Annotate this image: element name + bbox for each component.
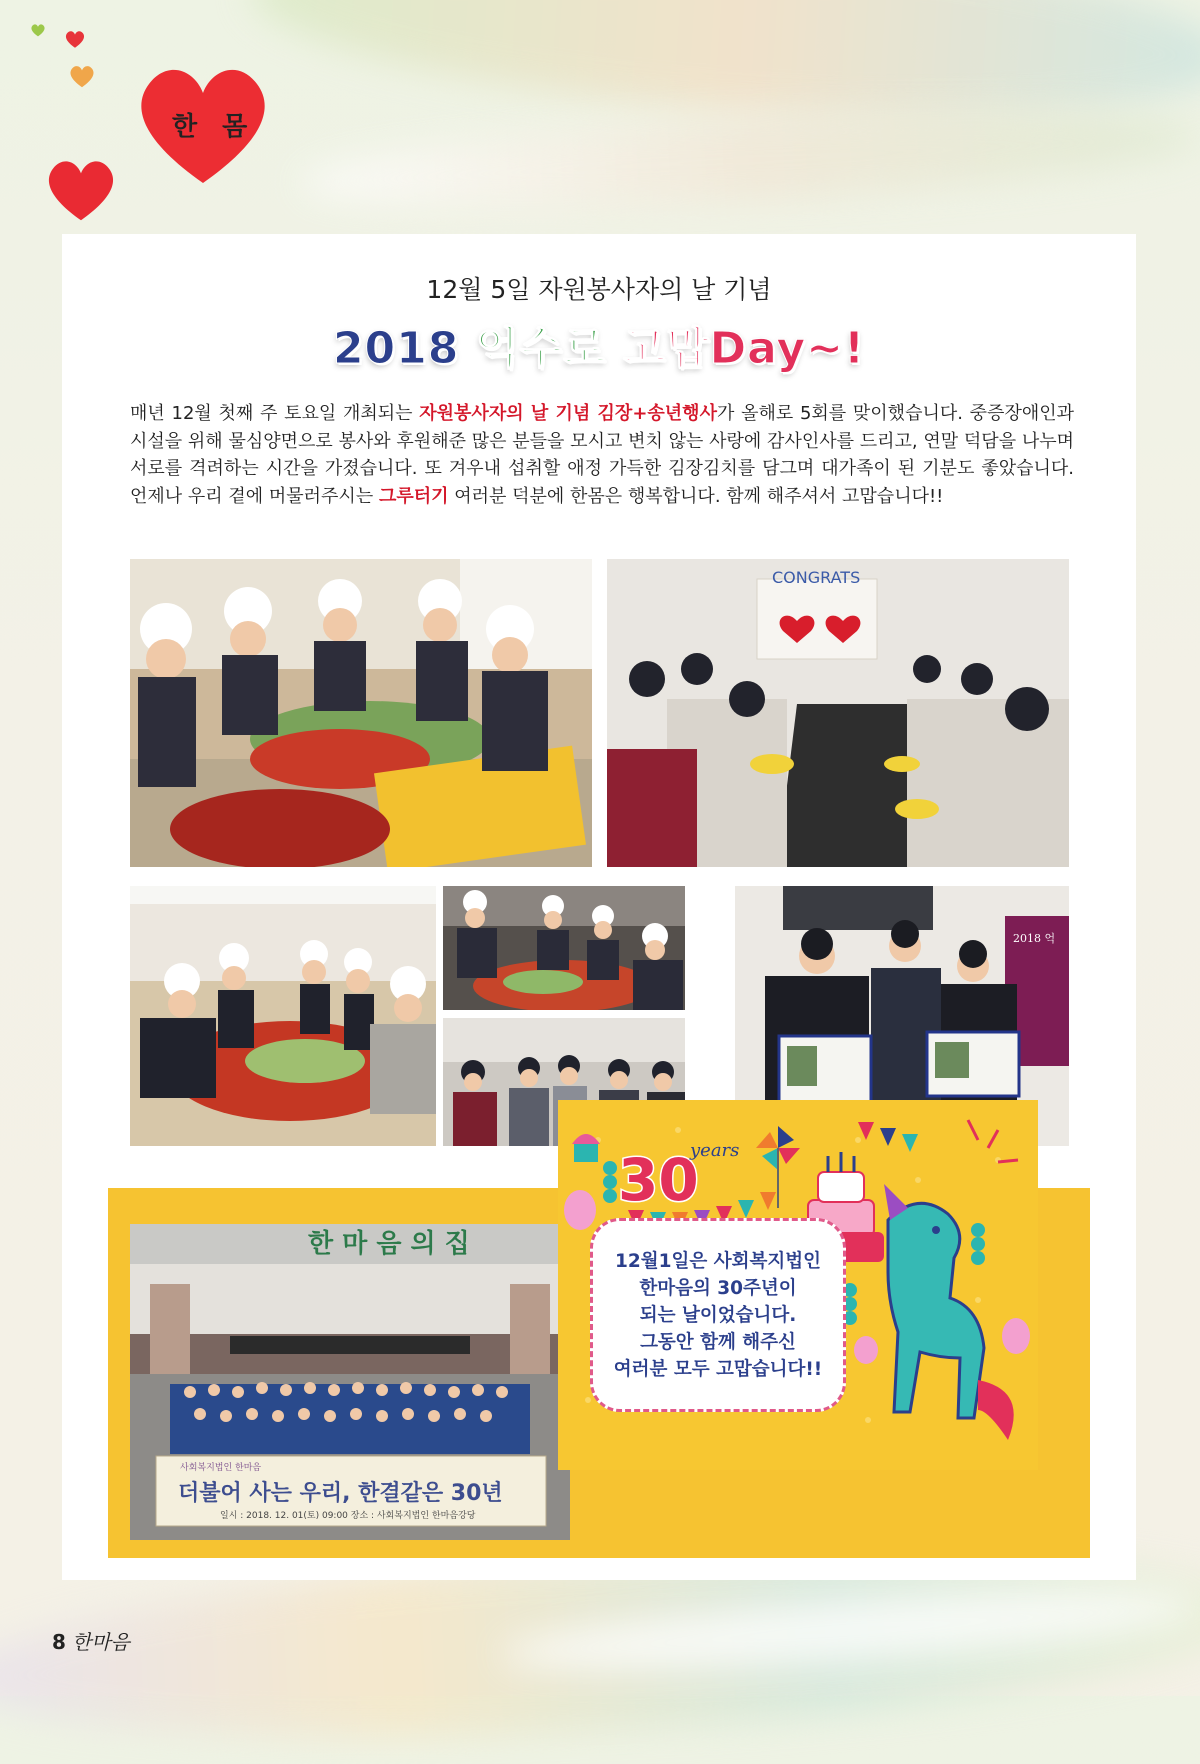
building-sign-text: 한 마 음 의 집 xyxy=(308,1229,470,1259)
group-banner-info: 일시 : 2018. 12. 01(토) 09:00 장소 : 사회복지법인 한마음강당 xyxy=(220,1511,476,1521)
congrats-banner-text: CONGRATS xyxy=(772,568,861,587)
photo-kimchi-making xyxy=(130,559,592,867)
body-text-part: 가 올해로 5회를 맞이했습니다. 중증장애인과 시설을 위해 물심양면으로 봉사와 후원해준 많은 분들을 모시고 변치 않는 사랑에 감사인사를 드리고, 연말 덕담을 나누며 서로를 격려하는 시간을 가졌습니다. 또 겨우내 섭취할 애정 가득한 김장김치를 담그며 대가족이 된 기분도 좋았습니다. 언제나 우리 곁에 머물러주시는 xyxy=(130,403,1075,507)
message-line: 그동안 함께 해주신 xyxy=(640,1331,796,1353)
tiny-green-heart-icon xyxy=(30,22,46,38)
certificate-banner-text: 2018 억 xyxy=(1013,932,1056,945)
message-line: 되는 날이었습니다. xyxy=(639,1304,797,1326)
title-year: 2018 xyxy=(332,323,460,374)
tiny-red-heart-icon xyxy=(64,28,86,50)
anniversary-years-label: years xyxy=(690,1140,740,1161)
title-pink-word: 고맙Day~! xyxy=(622,323,866,374)
article-panel xyxy=(62,234,1136,1580)
body-text-part: 매년 12월 첫째 주 토요일 개최되는 xyxy=(130,403,420,424)
highlight-event: 자원봉사자의 날 기념 김장+송년행사 xyxy=(419,403,717,424)
article-body xyxy=(130,400,1074,510)
photo-anniversary-group xyxy=(130,1224,570,1540)
magazine-name: 한마음 xyxy=(71,1630,130,1654)
decorative-brush-top-light xyxy=(299,97,1200,224)
anniversary-illustration xyxy=(558,1100,1038,1470)
page-number: 8 xyxy=(52,1630,66,1654)
small-heart-icon xyxy=(42,150,120,228)
highlight-volunteers: 그루터기 xyxy=(378,485,449,507)
message-line: 여러분 모두 고맙습니다!! xyxy=(613,1358,823,1380)
photo-volunteers-group xyxy=(130,886,436,1146)
anniversary-message-box xyxy=(590,1218,846,1412)
group-banner-main: 더불어 사는 우리, 한결같은 30년 xyxy=(178,1481,503,1506)
page-footer xyxy=(52,1626,130,1655)
message-line: 한마음의 30주년이 xyxy=(639,1277,797,1299)
anniversary-number: 30 xyxy=(618,1146,699,1214)
article-title xyxy=(62,312,1136,376)
group-banner-org: 사회복지법인 한마음 xyxy=(180,1463,262,1473)
message-line: 12월1일은 사회복지법인 xyxy=(615,1250,821,1272)
photo-kimchi-small xyxy=(443,886,685,1010)
section-label: 한 몸 xyxy=(172,112,256,142)
title-green-word: 억수로 xyxy=(475,323,607,374)
body-text-part: 여러분 덕분에 한몸은 행복합니다. 함께 해주셔서 고맙습니다!! xyxy=(448,485,944,507)
tiny-orange-heart-icon xyxy=(68,62,96,90)
article-subtitle: 12월 5일 자원봉사자의 날 기념 xyxy=(426,275,772,304)
photo-meeting-congrats xyxy=(607,559,1069,867)
